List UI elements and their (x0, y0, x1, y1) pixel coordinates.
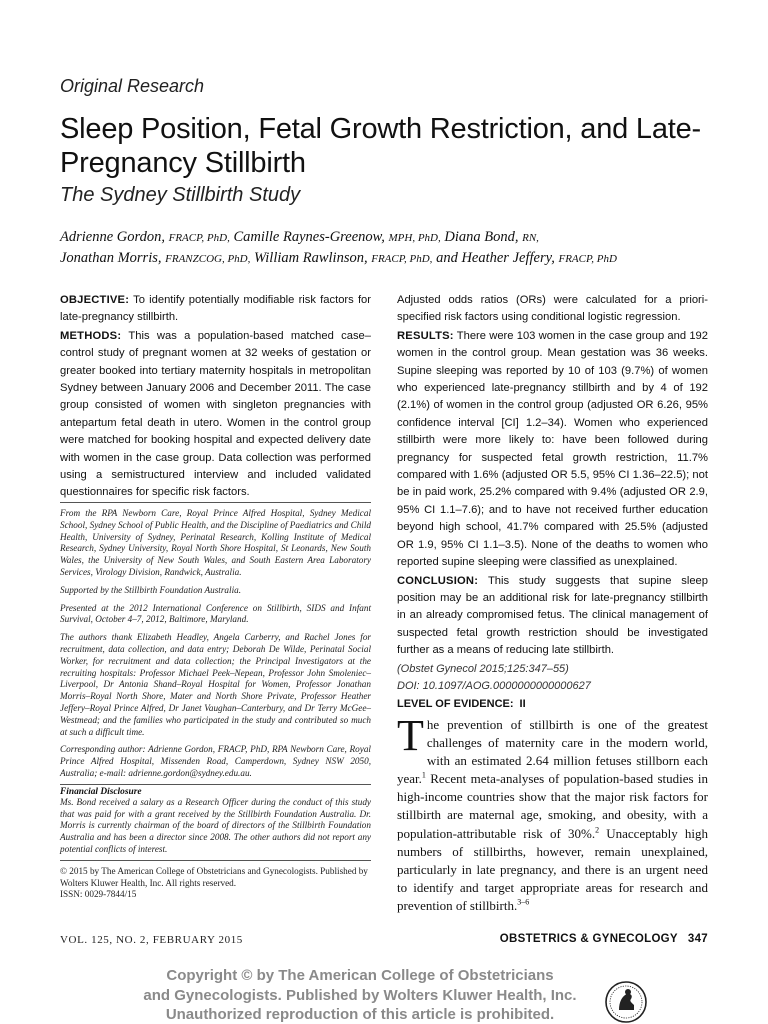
author-name: William Rawlinson, (254, 249, 368, 266)
author-credentials: FRACP, PhD, (371, 252, 433, 265)
reference-marker[interactable]: 3–6 (517, 897, 530, 907)
issn: ISSN: 0029-7844/15 (60, 889, 137, 900)
article-subtitle: The Sydney Stillbirth Study (60, 184, 301, 206)
corresponding-author-note: Corresponding author: Adrienne Gordon, FRACP, PhD, RPA Newborn Care, Royal Prince Alfred Hospital, Missenden Road, Camperdown, Sydney NSW 2050, Australia; e-mail: adrienne.gordon@sydney.edu.au. (60, 744, 371, 778)
divider (60, 860, 371, 861)
abstract-right-column (397, 292, 708, 713)
funding-note: Supported by the Stillbirth Foundation Australia. (60, 584, 242, 595)
journal-name: OBSTETRICS & GYNECOLOGY (499, 933, 678, 945)
acknowledgements-note: The authors thank Elizabeth Headley, Angela Carberry, and Rachel Jones for recruitment, data collection, and data entry; Deborah De Wilde, Perinatal Social Worker, for recruitment and data collection; the Principal Investigators at the recruiting hospitals: Professor Michael Peek–Nepean, Professor John Smoleniec–Liverpool, Dr Antonia Shand–Royal Hospital for Women, Professor Jonathan Morris–Royal North Shore, Mater and North Shore Private, Professor Heather Jeffery–Royal Prince Alfred, Dr Janet Vaughan–Canterbury, and Dr Terry McGee–Westmead; and the families who participated in the study and contributed so much at such a difficult time. (60, 632, 371, 737)
financial-disclosure-heading: Financial Disclosure (60, 784, 371, 797)
article-title: Sleep Position, Fetal Growth Restriction, and Late-Pregnancy Stillbirth (60, 113, 702, 179)
author-credentials: FRANZCOG, PhD, (165, 252, 251, 265)
watermark-line: Unauthorized reproduction of this article is prohibited. (165, 1006, 555, 1023)
copyright-notice: © 2015 by The American College of Obstetricians and Gynecologists. Published by Wolters Kluwer Health, Inc. All rights reserved. (60, 865, 368, 888)
author-line-2 (60, 249, 740, 270)
acog-seal-icon (604, 980, 648, 1024)
section-label: OBJECTIVE: (60, 294, 130, 306)
section-text: This was a population-based matched case–control study of pregnant women at 32 weeks of gestation or greater booked into tertiary maternity hospitals in metropolitan Sydney between January 2006 and December 2011. The case group consisted of women with singleton pregnancies with antepartum fetal death in utero. Women in the control group were matched for booking hospital and expected delivery date with women in the case group. Data collection was performed using a semistructured interview and included validated questionnaires for specific risk factors. (60, 329, 372, 499)
author-line-1 (60, 228, 740, 249)
author-name: Camille Raynes-Greenow, (233, 229, 385, 245)
loe-value: II (519, 697, 526, 710)
front-matter-notes (60, 502, 371, 901)
journal-citation: (Obstet Gynecol 2015;125:347–55) (397, 662, 569, 675)
author-credentials: FRACP, PhD (558, 252, 617, 265)
financial-disclosure-text: Ms. Bond received a salary as a Research Officer during the conduct of this study that was paid for with a grant received by the Stillbirth Foundation Australia. Dr. Morris is currently chairman of the board of directors of the Stillbirth Foundation Australia and has been a director since 2008. The other authors did not report any potential conflicts of interest. (60, 796, 371, 854)
reference-marker[interactable]: 1 (421, 770, 426, 780)
section-text: There were 103 women in the case group and 192 women in the control group. Mean gestation was 36 weeks. Supine sleeping was reported by 10 of 103 (9.7%) of women who experienced late-pregnancy stillbirth and by 4 of 192 (2.1%) of women in the control group (adjusted OR 6.26, 95% confidence interval [CI] 1.2–34). Women who experienced stillbirth were more likely to: have been followed during pregnancy for suspected fetal growth restriction, 11.7% compared with 1.6% (adjusted OR 5.5, 95% CI 1.36–22.5); not be in paid work, 25.2% compared with 9.4% (adjusted OR 2.9, 95% CI 1.1–7.6); and to have not received further education beyond high school, 41.7% compared with 25.5% (adjusted OR 1.9, 95% CI 1.1–3.5). None of the deaths to women who reported supine sleeping were classified as unexplained. (397, 329, 709, 569)
author-credentials: RN, (522, 232, 539, 244)
watermark-line: and Gynecologists. Published by Wolters Kluwer Health, Inc. (143, 986, 577, 1004)
affiliation-note: From the RPA Newborn Care, Royal Prince Alfred Hospital, Sydney Medical School, Sydney School of Public Health, and the Discipline of Paediatrics and Child Health, University of Sydney, Perinatal Research, Kolling Institute of Medical Research, Sydney University, Royal North Shore Hospital, St Leonards, New South Wales, the University of New South Wales, and South Eastern Area Laboratory Services, Virology Division, Randwick, Australia. (60, 508, 371, 577)
author-name: and Heather Jeffery, (436, 249, 555, 266)
abstract-conclusion (397, 573, 708, 660)
section-label: RESULTS: (397, 329, 454, 342)
author-credentials: MPH, PhD, (388, 232, 441, 244)
author-list (60, 228, 740, 269)
author-name: Adrienne Gordon, (60, 229, 165, 245)
reference-marker[interactable]: 2 (595, 825, 600, 835)
section-text: To identify potentially modifiable risk factors for late-pregnancy stillbirth. (60, 294, 371, 324)
abstract-methods (60, 328, 371, 502)
section-label: METHODS: (60, 329, 122, 342)
section-label: CONCLUSION: (397, 574, 479, 587)
intro-text: Unacceptably high numbers of stillbirths, however, remain unexplained, particularly in late pregnancy, and there is an urgent need to identify and target appropriate areas for research and prevention of stillbirth. (397, 825, 709, 913)
abstract-results (397, 328, 708, 572)
page-number: 347 (687, 933, 708, 945)
abstract-methods-continued: Adjusted odds ratios (ORs) were calculated for a priori-specified risk factors using conditional logistic regression. (397, 294, 708, 324)
intro-text: Recent meta-analyses of population-based studies in high-income countries show that the major risk factors for stillbirth are maternal age, smoking, and obesity, with a population-attributable risk of 30%. (397, 771, 708, 841)
level-of-evidence (397, 696, 708, 713)
article-type: Original Research (60, 76, 205, 96)
loe-label: LEVEL OF EVIDENCE: (397, 697, 514, 710)
abstract-objective (60, 292, 371, 327)
introduction-paragraph (397, 711, 709, 915)
author-name: Diana Bond, (444, 229, 519, 245)
author-name: Jonathan Morris, (60, 249, 162, 266)
drop-cap: T (397, 711, 424, 760)
presentation-note: Presented at the 2012 International Conference on Stillbirth, SIDS and Infant Survival, October 4–7, 2012, Baltimore, Maryland. (60, 602, 371, 625)
intro-text: he prevention of stillbirth is one of the greatest challenges of maternity care in the modern world, with an estimated 2.64 million fetuses stillborn each year. (397, 717, 708, 787)
author-credentials: FRACP, PhD, (168, 232, 230, 244)
issue-info: VOL. 125, NO. 2, FEBRUARY 2015 (60, 934, 243, 946)
doi: DOI: 10.1097/AOG.0000000000000627 (397, 679, 591, 692)
abstract-left-column (60, 292, 371, 503)
running-footer (500, 933, 708, 945)
section-text: This study suggests that supine sleep position may be an additional risk for late-pregnancy stillbirth in an already compromised fetus. The clinical management of suspected fetal growth restriction should be investigated further as a means of reducing late stillbirth. (397, 574, 708, 657)
watermark-line: Copyright © by The American College of Obstetricians (166, 967, 554, 984)
